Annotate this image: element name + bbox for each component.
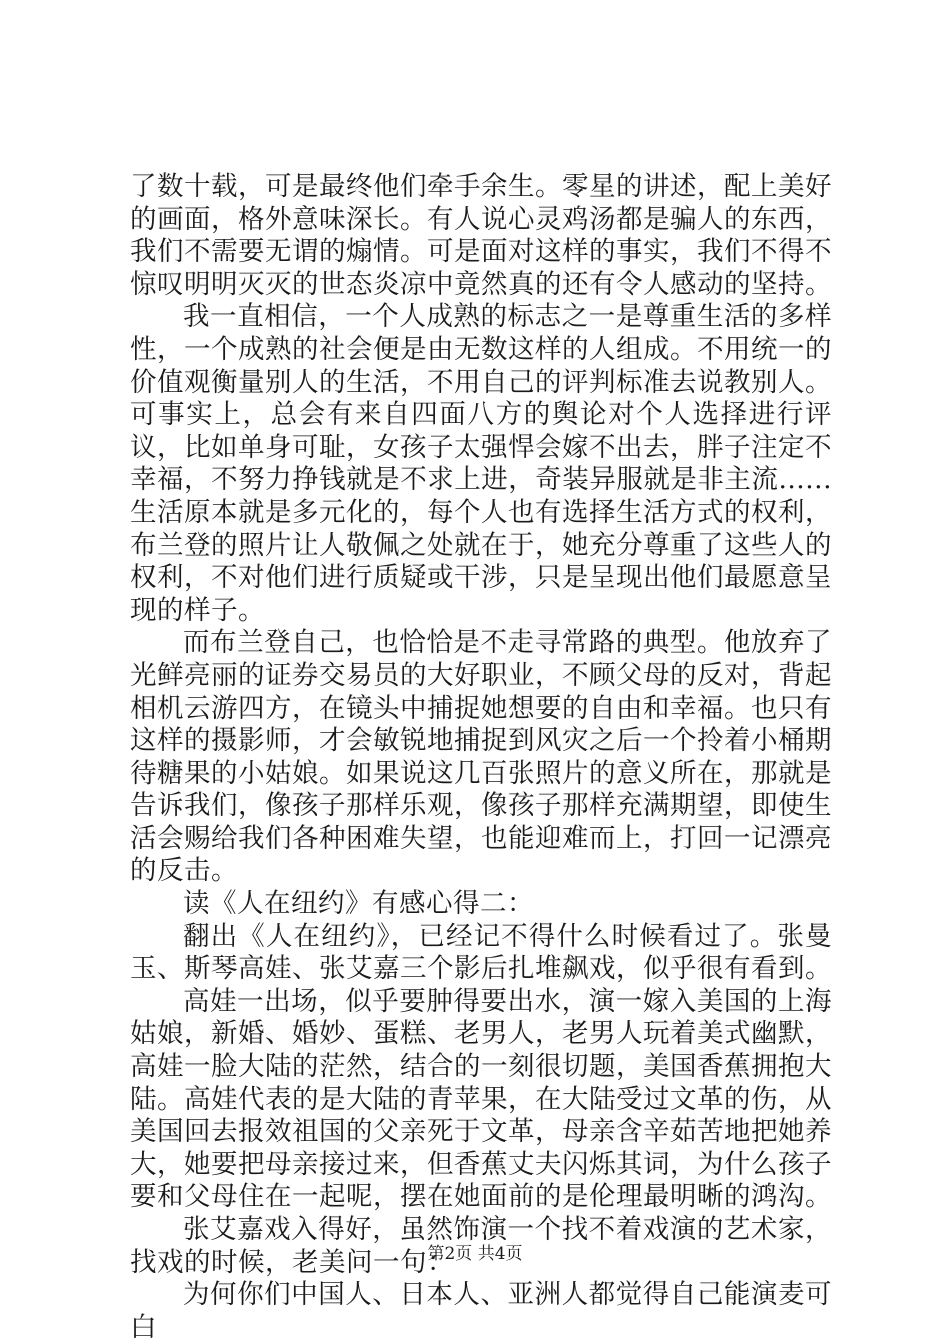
paragraph-4: 翻出《人在纽约》，已经记不得什么时候看过了。张曼玉、斯琴高娃、张艾嘉三个影后扎堆飙戏，似乎很有看到。 bbox=[130, 920, 832, 985]
paragraph-6: 张艾嘉戏入得好，虽然饰演一个找不着戏演的艺术家，找戏的时候，老美问一句： bbox=[130, 1214, 832, 1278]
document-body bbox=[130, 171, 832, 1344]
paragraph-1: 了数十载，可是最终他们牵手余生。零星的讲述，配上美好的画面，格外意味深长。有人说心灵鸡汤都是骗人的东西，我们不需要无谓的煽情。可是面对这样的事实，我们不得不惊叹明明灭灭的世态炎凉中竟然真的还有令人感动的坚持。 bbox=[130, 171, 832, 300]
section-heading: 读《人在纽约》有感心得二： bbox=[183, 888, 534, 920]
paragraph-7: 为何你们中国人、日本人、亚洲人都觉得自己能演麦可白 bbox=[130, 1279, 832, 1343]
page-footer: 第2页 共4页 bbox=[427, 1244, 523, 1264]
paragraph-3: 而布兰登自己，也恰恰是不走寻常路的典型。他放弃了光鲜亮丽的证券交易员的大好职业，不顾父母的反对，背起相机云游四方，在镜头中捕捉她想要的自由和幸福。也只有这样的摄影师，才会敏锐地捕捉到风灾之后一个拎着小桶期待糖果的小姑娘。如果说这几百张照片的意义所在，那就是告诉我们，像孩子那样乐观，像孩子那样充满期望，即使生活会赐给我们各种困难失望，也能迎难而上，打回一记漂亮的反击。 bbox=[130, 627, 832, 887]
paragraph-2: 我一直相信，一个人成熟的标志之一是尊重生活的多样性，一个成熟的社会便是由无数这样的人组成。不用统一的价值观衡量别人的生活，不用自己的评判标准去说教别人。可事实上，总会有来自四面八方的舆论对个人选择进行评议，比如单身可耻，女孩子太强悍会嫁不出去，胖子注定不幸福，不努力挣钱就是不求上进，奇装异服就是非主流......生活原本就是多元化的，每个人也有选择生活方式的权利，布兰登的照片让人敬佩之处就在于，她充分尊重了这些人的权利，不对他们进行质疑或干涉，只是呈现出他们最愿意呈现的样子。 bbox=[130, 301, 832, 626]
paragraph-5: 高娃一出场，似乎要肿得要出水，演一嫁入美国的上海姑娘，新婚、婚妙、蛋糕、老男人，老男人玩着美式幽默，高娃一脸大陆的茫然，结合的一刻很切题，美国香蕉拥抱大陆。高娃代表的是大陆的青苹果，在大陆受过文革的伤，从美国回去报效祖国的父亲死于文革，母亲含辛茹苦地把她养大，她要把母亲接过来，但香蕉丈夫闪烁其词，为什么孩子要和父母住在一起呢，摆在她面前的是伦理最明晰的鸿沟。 bbox=[130, 985, 832, 1213]
